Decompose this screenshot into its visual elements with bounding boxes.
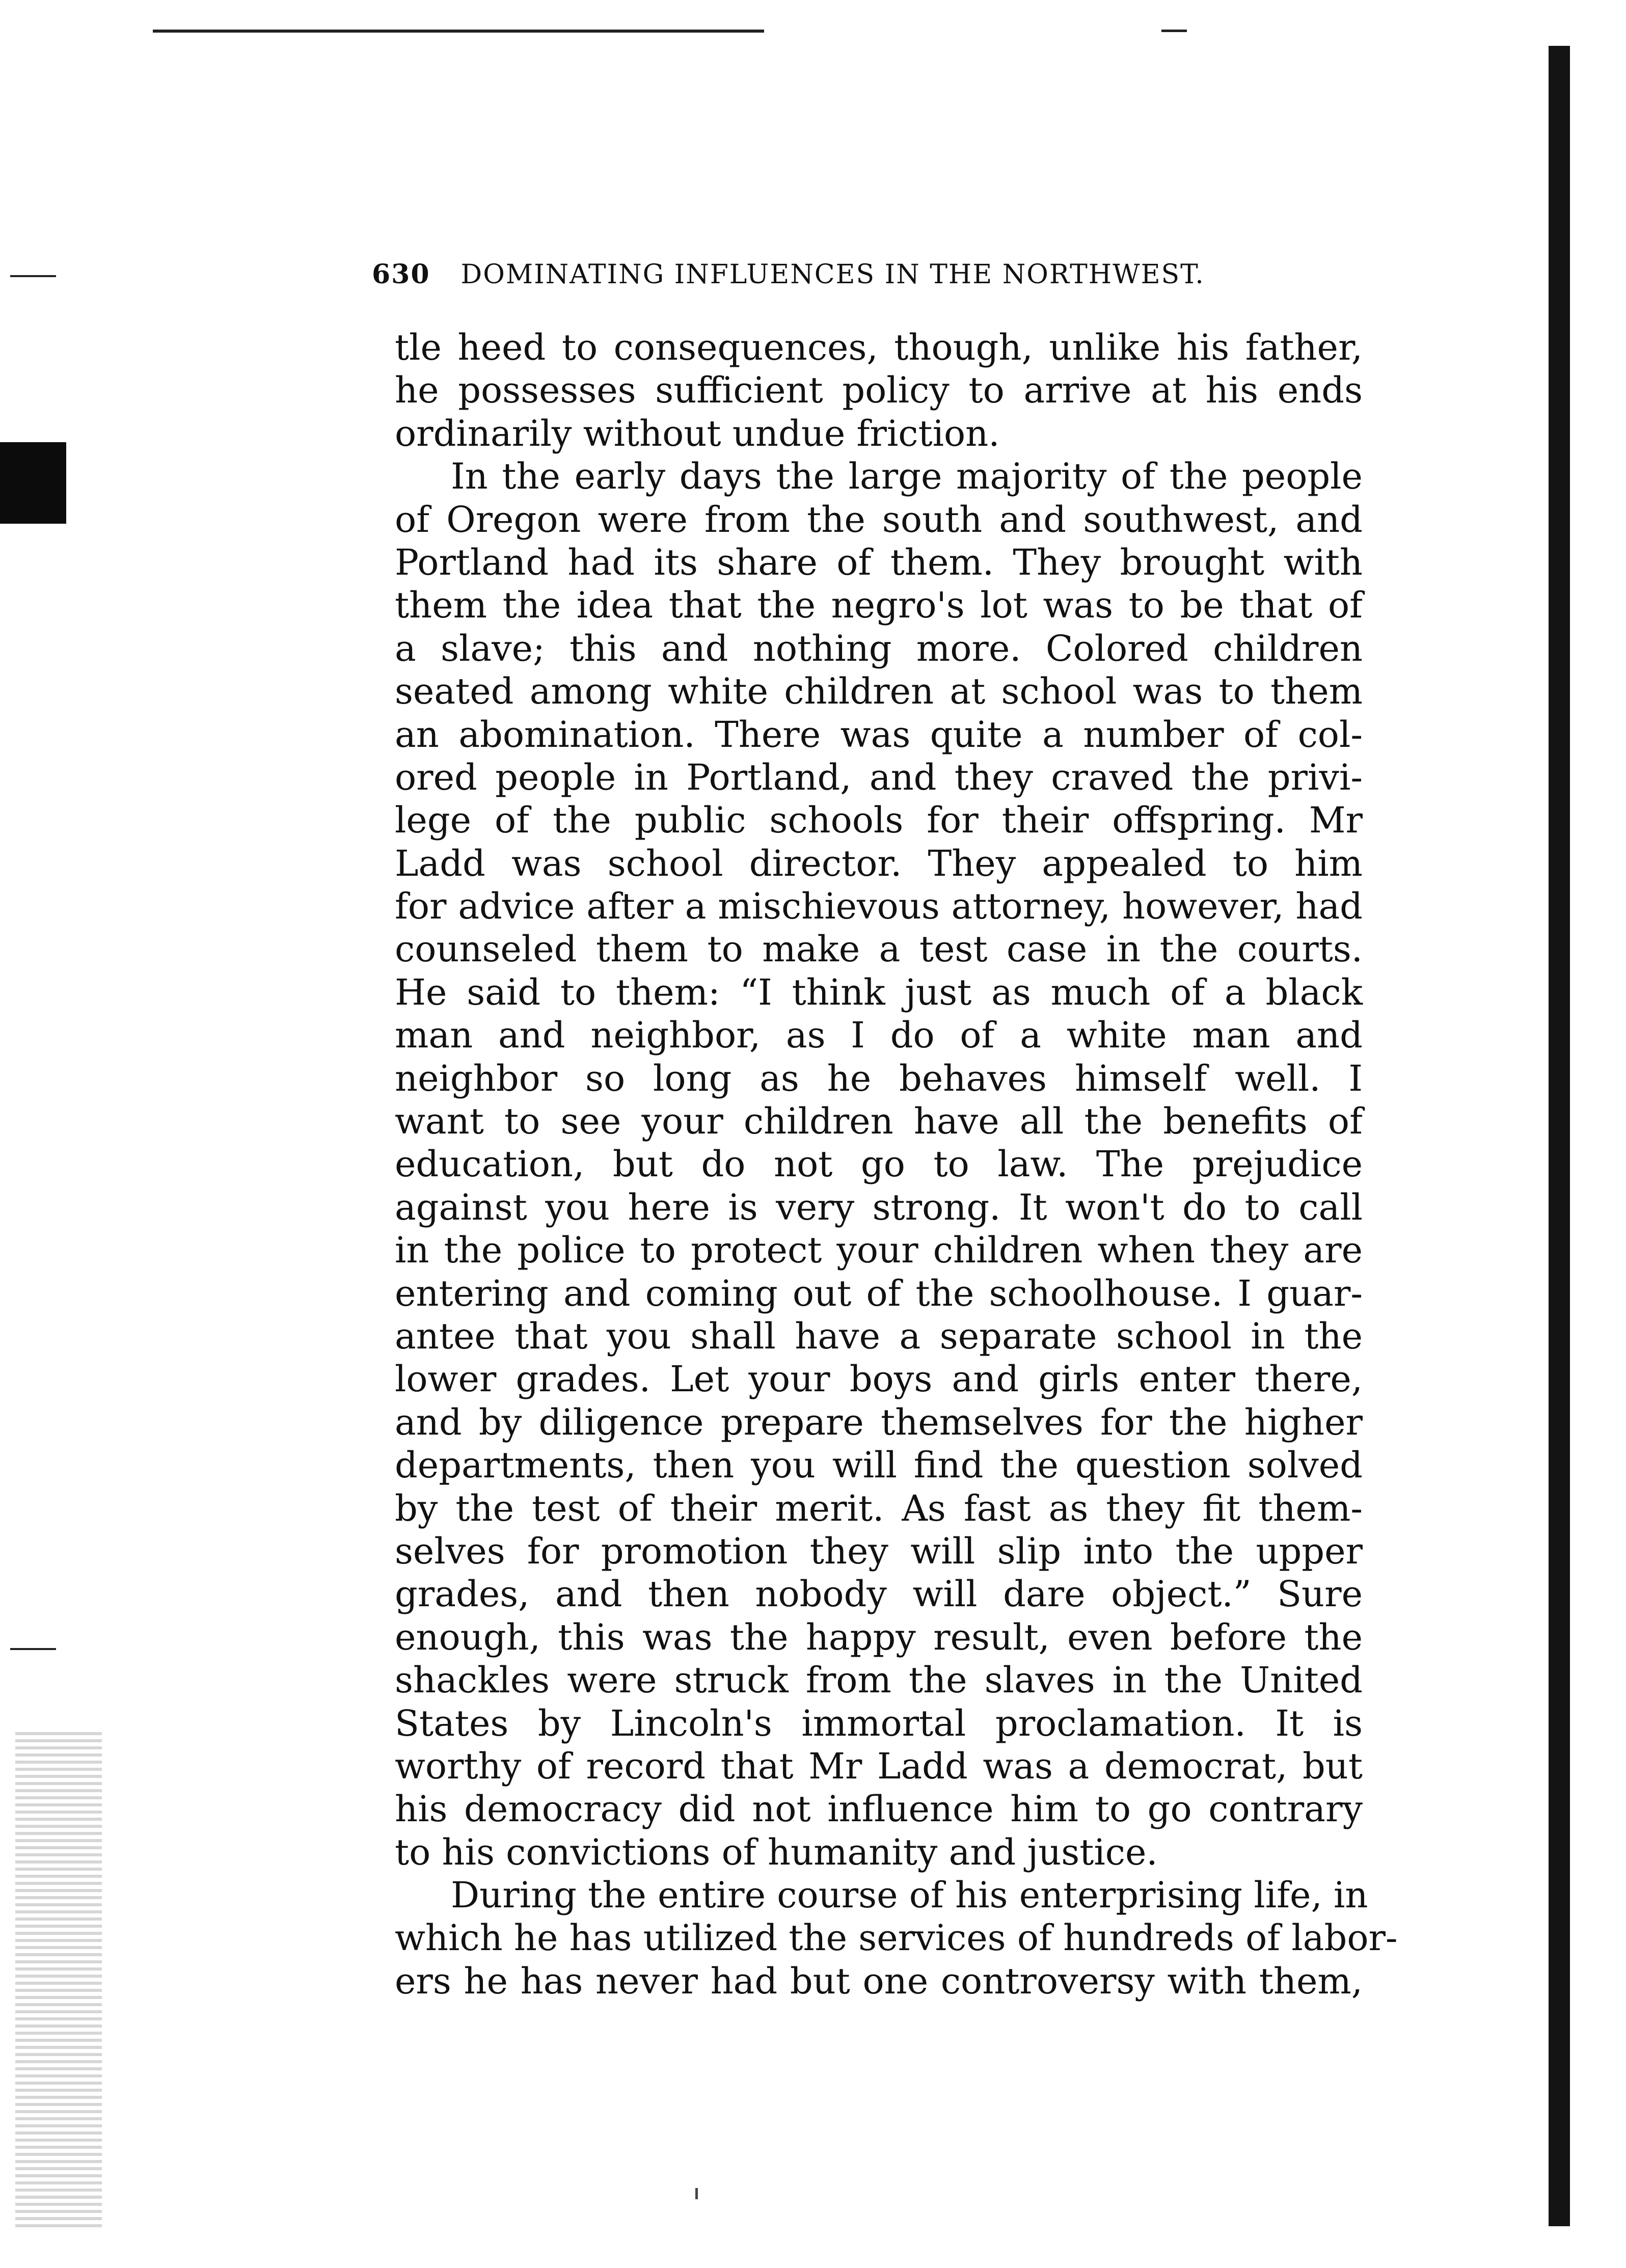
text-line: his democracy did not influence him to go contrary: [395, 1788, 1363, 1830]
running-title: DOMINATING INFLUENCES IN THE NORTHWEST.: [460, 259, 1205, 290]
margin-tick: [10, 275, 56, 277]
text-line: shackles were struck from the slaves in the United: [395, 1659, 1363, 1702]
text-line: and by diligence prepare themselves for the higher: [395, 1401, 1363, 1443]
text-line: tle heed to consequences, though, unlike his father,: [395, 327, 1363, 368]
running-header: [372, 259, 1365, 305]
text-line: seated among white children at school was to them: [395, 670, 1363, 713]
text-line: he possesses sufficient policy to arrive at his ends: [395, 369, 1363, 412]
text-line: neighbor so long as he behaves himself well. I: [395, 1057, 1363, 1099]
text-line: ordinarily without undue friction.: [395, 412, 1000, 454]
text-line: against you here is very strong. It won't do to call: [395, 1186, 1363, 1228]
text-line: an abomination. There was quite a number of col-: [395, 713, 1363, 755]
text-line: a slave; this and nothing more. Colored children: [395, 627, 1363, 669]
text-line: of Oregon were from the south and southwest, and: [395, 498, 1363, 541]
text-line: In the early days the large majority of the people: [451, 455, 1363, 498]
text-line: grades, and then nobody will dare object.” Sure: [395, 1573, 1363, 1615]
body-text: [395, 326, 1398, 2003]
scan-edge-shadow: [1549, 46, 1570, 2226]
text-line: entering and coming out of the schoolhouse. I guar-: [395, 1272, 1363, 1314]
text-line: antee that you shall have a separate school in the: [395, 1315, 1363, 1357]
text-line: education, but do not go to law. The prejudice: [395, 1143, 1363, 1185]
page-number: 630: [372, 259, 430, 290]
scan-margin-mark: [0, 442, 66, 524]
text-line: lege of the public schools for their offspring. Mr: [395, 799, 1363, 842]
text-line: selves for promotion they will slip into the upper: [395, 1530, 1363, 1572]
text-line: man and neighbor, as I do of a white man and: [395, 1014, 1363, 1057]
text-line: counseled them to make a test case in the courts.: [395, 928, 1363, 970]
text-line: to his convictions of humanity and justice.: [395, 1831, 1158, 1873]
text-line: by the test of their merit. As fast as they fit them-: [395, 1487, 1363, 1529]
text-line: them the idea that the negro's lot was to be that of: [395, 584, 1363, 627]
text-line: for advice after a mischievous attorney, however, had: [395, 885, 1363, 928]
top-rule-fragment: [1161, 30, 1187, 32]
text-line: Ladd was school director. They appealed to him: [395, 842, 1363, 884]
text-line: which he has utilized the services of hundreds of labor-: [395, 1917, 1398, 1959]
text-line: ored people in Portland, and they craved the privi-: [395, 756, 1363, 798]
scan-speck: [695, 2188, 698, 2199]
text-line: During the entire course of his enterprising life, in: [451, 1874, 1368, 1916]
text-line: enough, this was the happy result, even before the: [395, 1616, 1363, 1658]
margin-tick: [10, 1648, 56, 1650]
top-rule: [153, 30, 764, 33]
text-line: in the police to protect your children when they are: [395, 1229, 1363, 1272]
text-line: He said to them: “I think just as much of a black: [395, 971, 1363, 1013]
text-line: ers he has never had but one controversy with them,: [395, 1960, 1363, 2002]
text-line: worthy of record that Mr Ladd was a democrat, but: [395, 1745, 1363, 1787]
text-line: want to see your children have all the benefits of: [395, 1100, 1363, 1143]
text-line: departments, then you will find the question solved: [395, 1444, 1363, 1487]
text-line: States by Lincoln's immortal proclamation. It is: [395, 1702, 1363, 1744]
text-line: Portland had its share of them. They brought with: [395, 541, 1363, 583]
text-line: lower grades. Let your boys and girls enter there,: [395, 1358, 1363, 1400]
scan-binding-strip: [15, 1732, 102, 2231]
